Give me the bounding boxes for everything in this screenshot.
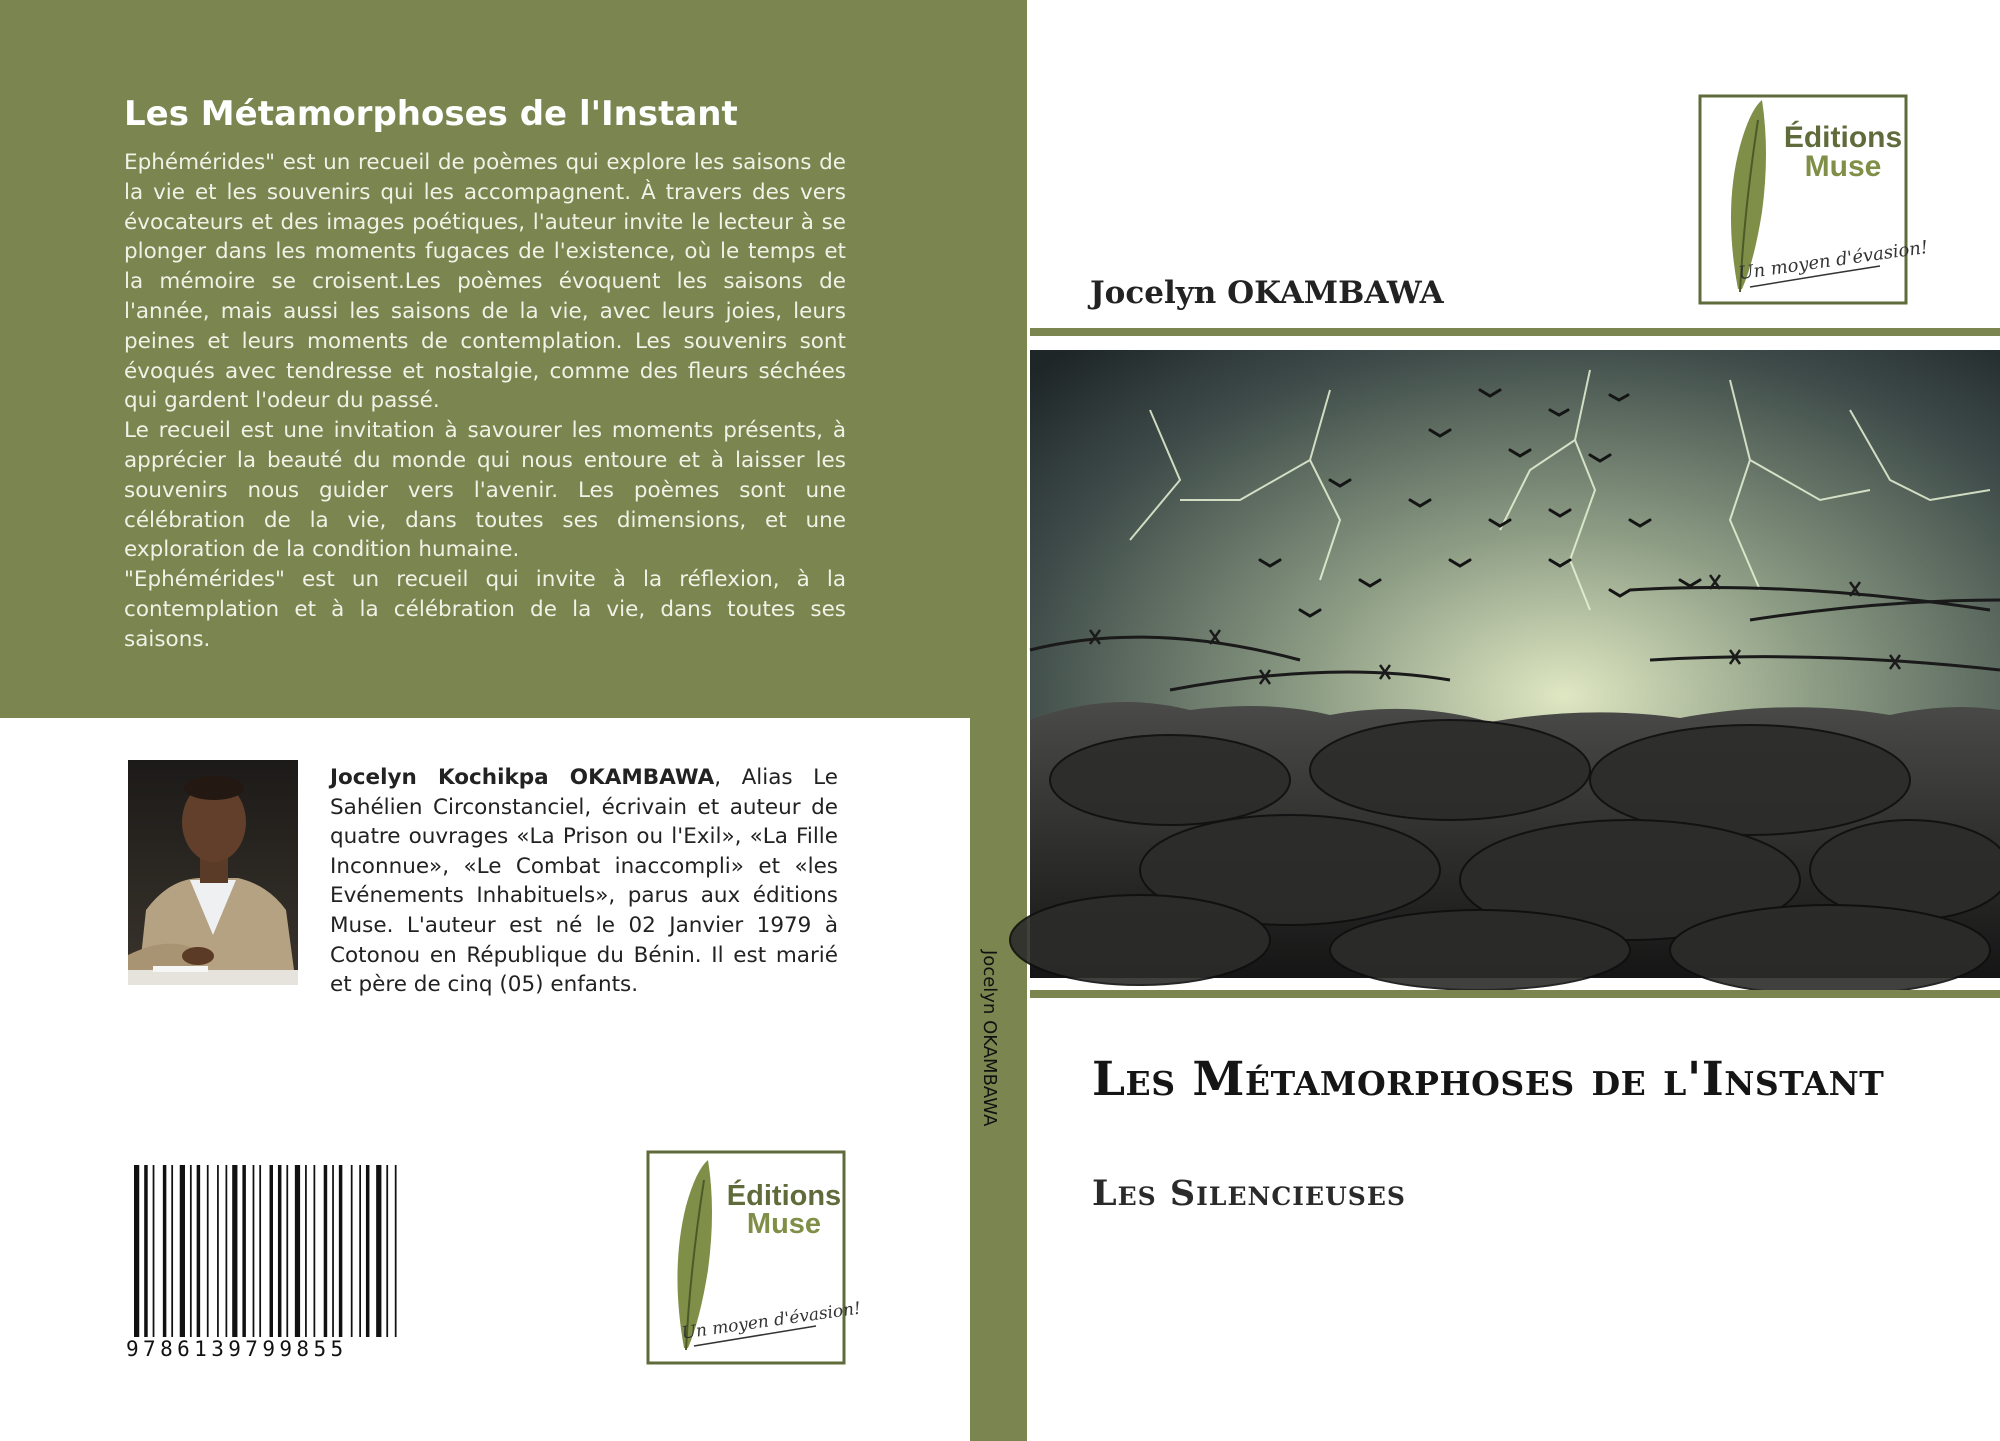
barcode-bar [324,1165,328,1343]
barcode-bar [314,1165,316,1343]
barcode-bar [386,1165,388,1343]
isbn-number: 9786139799855 [126,1337,448,1361]
publisher-name-line1: Éditions [1783,121,1903,154]
barcode-bar [305,1165,307,1343]
publisher-name-line2: Muse [746,1208,822,1240]
barcode-bar [153,1165,155,1343]
barcode-bar [242,1165,246,1343]
front-subtitle: Les Silencieuses [1092,1173,1406,1214]
author-bio-text: , Alias Le Sahélien Circonstanciel, écrivain et auteur de quatre ouvrages «La Prison ou l'Exil», «La Fille Inconnue», «Le Combat inaccompli» et «les Evénements Inhabituels», parus aux éditions Muse. L'auteur est né le 02 Janvier 1979 à Cotonou en République du Bénin. Il est marié et père de cinq (05) enfants. [330,765,838,998]
barcode-bar [197,1165,201,1343]
divider-bottom [1030,990,2000,998]
barcode-bar [332,1165,334,1343]
author-photo [128,760,298,985]
barcode-bar [359,1165,361,1343]
barcode-bar [376,1165,381,1343]
barcode-bar [339,1165,343,1343]
barcode-bar [171,1165,173,1343]
publisher-tagline: Un moyen d'évasion! [680,1298,863,1344]
spine-author: Jocelyn OKAMBAWA [979,950,1000,1127]
barcode-bar [180,1165,185,1343]
barcode-bar [144,1165,148,1360]
barcode-bar [253,1165,255,1343]
cover-image [1030,350,2000,978]
barcode-bar [366,1165,370,1343]
back-cover-blurb [124,148,846,655]
divider-top [1030,328,2000,336]
publisher-logo-back [646,1150,863,1365]
front-title: Les Métamorphoses de l'Instant [1092,1052,1885,1107]
isbn-barcode [132,1165,448,1360]
author-bio-name: Jocelyn Kochikpa OKAMBAWA [330,765,715,790]
barcode-bar [163,1165,167,1343]
barcode-bar [134,1165,139,1360]
barcode-bar [278,1165,282,1343]
blurb-paragraph: Le recueil est une invitation à savourer les moments présents, à apprécier la beauté du monde qui nous entoure et à laisser les souvenirs nous guider vers l'avenir. Les poèmes sont une célébration de la vie, dans toutes ses dimensions, et une exploration de la condition humaine. [124,418,846,563]
barcode-bar [395,1165,397,1360]
barcode-bar [270,1165,274,1360]
barcode-bar [259,1165,261,1343]
barcode-bar [226,1165,228,1343]
publisher-tagline: Un moyen d'évasion! [1737,236,1930,285]
barcode-bar [295,1165,300,1343]
back-cover-title: Les Métamorphoses de l'Instant [124,94,738,134]
barcode-bar [207,1165,209,1343]
barcode-bar [190,1165,192,1343]
barcode-bar [351,1165,353,1343]
front-author: Jocelyn OKAMBAWA [1090,275,1444,311]
publisher-logo-front [1698,94,1930,305]
barcode-bar [286,1165,288,1343]
blurb-paragraph: Ephémérides" est un recueil de poèmes qui explore les saisons de la vie et les souvenirs qui les accompagnent. À travers des vers évocateurs et des images poétiques, l'auteur invite le lecteur à se plonger dans les moments fugaces de l'existence, où le temps et la mémoire se croisent.Les poèmes évoquent les saisons de l'année, mais aussi les saisons de la vie, avec leurs joies, leurs peines et leurs moments de contemplation. Les souvenirs sont évoqués avec tendresse et nostalgie, comme des fleurs séchées qui gardent l'odeur du passé. [124,150,846,414]
blurb-paragraph: "Ephémérides" est un recueil qui invite à la réflexion, à la contemplation et à la célébration de la vie, dans toutes ses saisons. [124,567,846,652]
barcode-bar [217,1165,219,1343]
author-bio [330,763,838,1000]
barcode-bar [232,1165,237,1343]
publisher-name-line2: Muse [1804,150,1882,183]
publisher-name-line1: Éditions [726,1180,842,1212]
